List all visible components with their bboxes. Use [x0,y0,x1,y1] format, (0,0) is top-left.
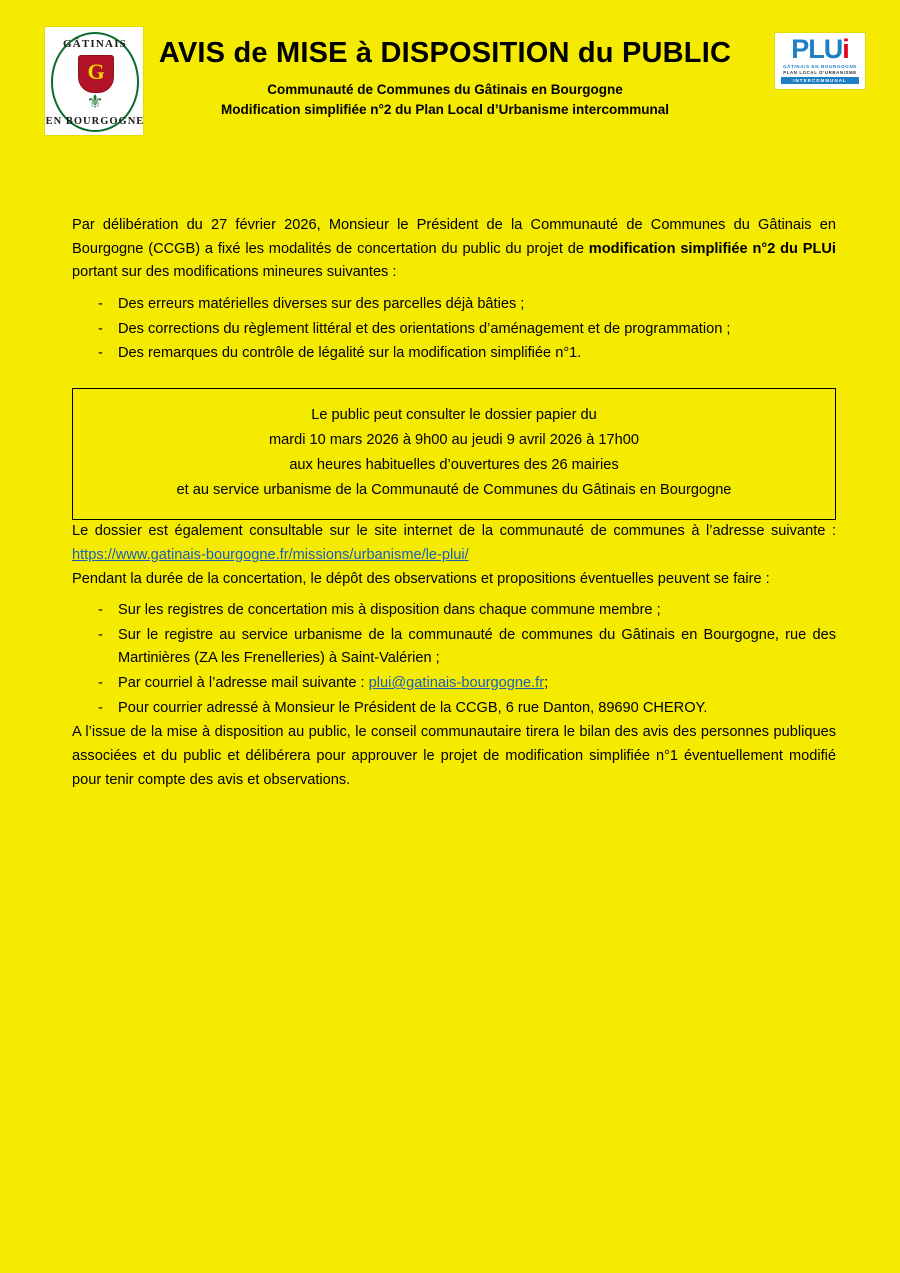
consultation-info-box [72,388,836,520]
plui-line-2: PLAN LOCAL D’URBANISME [783,70,857,76]
plui-wordmark-i: i [842,34,849,64]
list-item-email [96,672,836,696]
shield-letter: G [87,59,105,84]
email-link[interactable]: plui@gatinais-bourgogne.fr [368,675,545,692]
logo-gatinais-en-bourgogne [44,26,144,136]
observations-intro-paragraph: Pendant la durée de la concertation, le dépôt des observations et propositions éventuelles peuvent se faire : [72,570,770,587]
intro-paragraph [72,214,836,285]
box-line-3: aux heures habituelles d’ouvertures des 26 mairies [289,457,619,474]
list-item: - Des corrections du règlement littéral et des orientations d’aménagement et de programmation ; [96,318,836,342]
document-body [72,214,836,792]
page-subtitle-document: Modification simplifiée n°2 du Plan Local d’Urbanisme intercommunal [221,101,669,117]
fleur-de-lys-icon: ⚜ [86,92,104,113]
logo-top-text: GÂTINAIS [62,38,127,50]
box-line-1: Le public peut consulter le dossier papier du [311,406,597,423]
list-item: - Sur le registre au service urbanisme de la communauté de communes du Gâtinais en Bourgogne, rue des Martinières (ZA les Frenelleries) à Saint-Valérien ; [96,624,836,671]
list-item: - Sur les registres de concertation mis à disposition dans chaque commune membre ; [96,599,836,623]
page-title: AVIS de MISE à DISPOSITION du PUBLIC [158,37,732,69]
website-paragraph [72,520,836,567]
modifications-list [72,293,836,366]
plui-line-3: INTERCOMMUNAL [781,77,859,84]
list-item: - Des remarques du contrôle de légalité sur la modification simplifiée n°1. [96,342,836,366]
email-intro-text: Par courriel à l’adresse mail suivante : [118,675,369,692]
plui-line-1: GÂTINAIS EN BOURGOGNE [782,64,858,70]
document-header [0,0,900,148]
page-subtitle-organisation: Communauté de Communes du Gâtinais en Bourgogne [267,81,623,97]
list-item: - Pour courrier adressé à Monsieur le Président de la CCGB, 6 rue Danton, 89690 CHEROY. [96,697,836,721]
closing-paragraph: A l’issue de la mise à disposition au public, le conseil communautaire tirera le bilan des avis des personnes publiques associées et du public et délibérera pour approuver le projet de modification simplifiée n°1 éventuellement modifié pour tenir compte des avis et observations. [72,724,836,788]
observations-list [72,599,836,720]
header-titles [150,38,740,117]
logo-plui [774,32,866,90]
email-trailing-text: ; [544,675,549,692]
shield-icon [78,55,114,93]
plui-website-link[interactable]: https://www.gatinais-bourgogne.fr/missions/urbanisme/le-plui/ [72,546,469,563]
website-intro-text: Le dossier est également consultable sur le site internet de la communauté de communes à l’adresse suivante : [72,523,836,540]
logo-bottom-text: EN BOURGOGNE [45,116,145,127]
box-line-2: mardi 10 mars 2026 à 9h00 au jeudi 9 avril 2026 à 17h00 [269,431,639,448]
intro-text-highlight: modification simplifiée n°2 du PLUi [588,240,836,257]
intro-text-part2: portant sur des modifications mineures suivantes : [72,264,397,281]
intro-text-part1: Par délibération du 27 février 2026, Monsieur le Président de la Communauté de Communes du Gâtinais en Bourgogne (CCGB) a fixé les modalités de concertation du public du projet de [72,217,836,257]
plui-wordmark [775,35,865,63]
plui-wordmark-text: PLU [791,34,843,64]
box-line-4: et au service urbanisme de la Communauté de Communes du Gâtinais en Bourgogne [176,482,732,499]
list-item: - Des erreurs matérielles diverses sur des parcelles déjà bâties ; [96,293,836,317]
